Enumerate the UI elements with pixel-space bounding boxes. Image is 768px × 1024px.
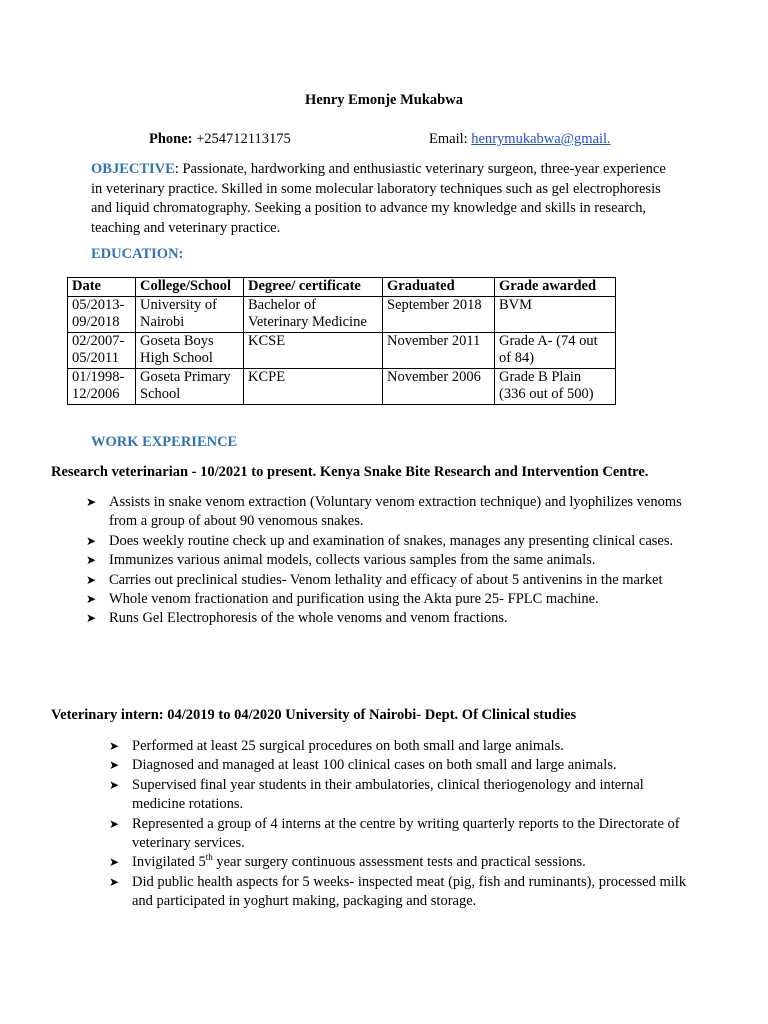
arrow-bullet-icon: ➤ [109, 855, 120, 870]
work-experience-title: WORK EXPERIENCE [91, 434, 238, 450]
arrow-bullet-icon: ➤ [109, 739, 120, 753]
list-item-text: Represented a group of 4 interns at the centre by writing quarterly reports to the Directorate of veterinary services. [132, 815, 680, 852]
job2-title: Veterinary intern: 04/2019 to 04/2020 University of Nairobi- Dept. Of Clinical studies [51, 707, 577, 723]
job1-bullet-list [86, 493, 686, 629]
list-item-text: Carries out preclinical studies- Venom lethality and efficacy of about 5 antivenins in the market [109, 571, 663, 588]
table-cell: BVM [495, 296, 616, 332]
phone-number: +254712113175 [196, 131, 291, 147]
table-cell: November 2011 [383, 332, 495, 368]
list-item-text: Diagnosed and managed at least 100 clinical cases on both small and large animals. [132, 757, 617, 774]
list-item [109, 776, 689, 815]
table-cell: Goseta Boys High School [136, 332, 244, 368]
arrow-bullet-icon: ➤ [109, 816, 120, 831]
list-item [86, 571, 686, 590]
table-cell: Grade A- (74 out of 84) [495, 332, 616, 368]
table-cell: University of Nairobi [136, 296, 244, 332]
list-item [109, 853, 689, 872]
email-link[interactable]: henrymukabwa@gmail. [471, 131, 611, 147]
email-label: Email: [429, 131, 468, 147]
header-cell: Date [68, 278, 136, 297]
list-item-text: Supervised final year students in their ambulatories, clinical theriogenology and internal medicine rotations. [132, 776, 644, 813]
education-table [67, 277, 616, 405]
table-cell: 01/1998-12/2006 [68, 368, 136, 404]
list-item [86, 493, 686, 532]
table-header-row [68, 278, 616, 297]
list-item-text: Runs Gel Electrophoresis of the whole venoms and venom fractions. [109, 610, 508, 627]
list-item-text: Whole venom fractionation and purification using the Akta pure 25- FPLC machine. [109, 591, 599, 608]
phone-line [149, 131, 291, 148]
table-cell: September 2018 [383, 296, 495, 332]
education-title: EDUCATION: [91, 246, 184, 262]
table-row [68, 296, 616, 332]
list-item [109, 737, 689, 756]
header-cell: Grade awarded [495, 278, 616, 297]
header-cell: Graduated [383, 278, 495, 297]
job2-bullet-list [109, 737, 689, 912]
phone-label: Phone: [149, 131, 193, 147]
table-cell: 05/2013-09/2018 [68, 296, 136, 332]
candidate-name: Henry Emonje Mukabwa [305, 92, 463, 108]
table-row [68, 332, 616, 368]
list-item-text: Assists in snake venom extraction (Voluntary venom extraction technique) and lyophilizes venoms from a group of about 90 venomous snakes. [109, 494, 682, 530]
invigilated-text-end: year surgery continuous assessment tests and practical sessions. [212, 854, 586, 871]
list-item-text: Immunizes various animal models, collects various samples from the same animals. [109, 552, 596, 569]
list-item-text [132, 854, 586, 870]
list-item [86, 590, 686, 609]
list-item [109, 756, 689, 775]
list-item-text: Does weekly routine check up and examination of snakes, manages any presenting clinical cases. [109, 532, 674, 549]
arrow-bullet-icon: ➤ [109, 758, 120, 773]
arrow-bullet-icon: ➤ [86, 495, 97, 509]
arrow-bullet-icon: ➤ [86, 553, 97, 568]
header-cell: College/School [136, 278, 244, 297]
list-item-text: Did public health aspects for 5 weeks- inspected meat (pig, fish and ruminants), processed milk and participated in yoghurt making, packaging and storage. [132, 873, 687, 910]
list-item-text: Performed at least 25 surgical procedures on both small and large animals. [132, 738, 564, 754]
list-item [109, 815, 689, 854]
invigilated-text-start: Invigilated 5 [132, 854, 206, 871]
list-item [109, 873, 689, 912]
list-item [86, 609, 686, 628]
table-cell: Bachelor of Veterinary Medicine [244, 296, 383, 332]
arrow-bullet-icon: ➤ [109, 777, 120, 792]
table-cell: 02/2007-05/2011 [68, 332, 136, 368]
objective-paragraph [91, 160, 671, 238]
header-cell: Degree/ certificate [244, 278, 383, 297]
table-row [68, 368, 616, 404]
arrow-bullet-icon: ➤ [86, 592, 97, 607]
job1-title: Research veterinarian - 10/2021 to present. Kenya Snake Bite Research and Intervention Centre. [51, 464, 649, 480]
arrow-bullet-icon: ➤ [86, 533, 97, 548]
arrow-bullet-icon: ➤ [109, 874, 120, 889]
objective-text: : Passionate, hardworking and enthusiastic veterinary surgeon, three-year experience in veterinary practice. Skilled in some molecular laboratory techniques such as gel electrophoresis and liquid chromatography. Seeking a position to advance my knowledge and skills in research, teaching and veterinary practice. [91, 161, 666, 236]
table-cell: KCSE [244, 332, 383, 368]
arrow-bullet-icon: ➤ [86, 572, 97, 587]
objective-label: OBJECTIVE [91, 161, 175, 177]
table-cell: Goseta Primary School [136, 368, 244, 404]
arrow-bullet-icon: ➤ [86, 611, 97, 626]
table-cell: KCPE [244, 368, 383, 404]
table-cell: Grade B Plain (336 out of 500) [495, 368, 616, 404]
list-item [86, 551, 686, 570]
ordinal-suffix: th [205, 852, 213, 863]
table-cell: November 2006 [383, 368, 495, 404]
list-item [86, 532, 686, 551]
email-line [429, 131, 611, 148]
